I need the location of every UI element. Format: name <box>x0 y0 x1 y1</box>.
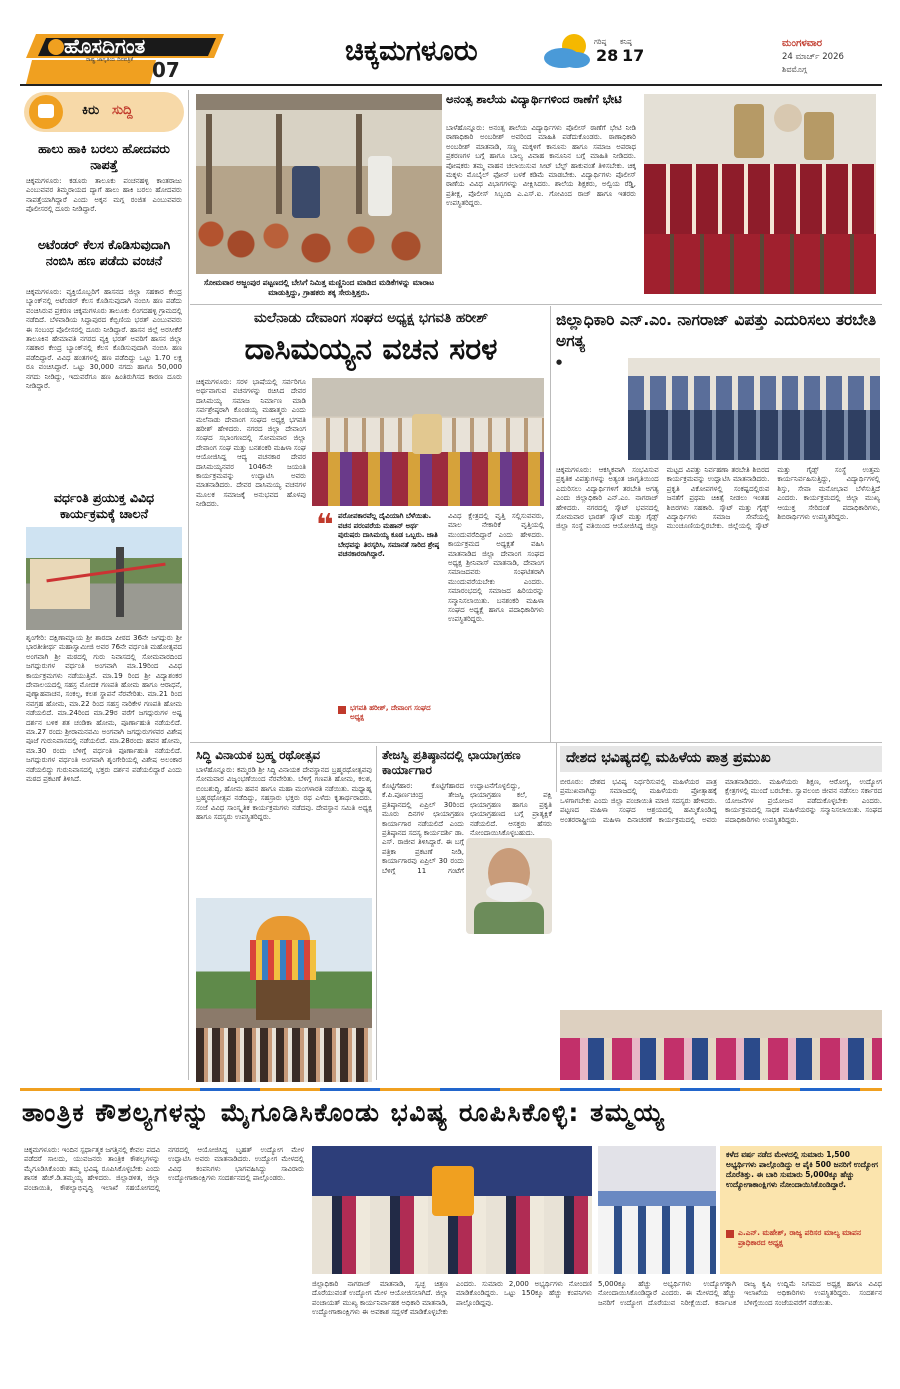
bullet-icon <box>338 706 346 714</box>
story1-title: ಹಾಲು ಹಾಕಿ ಬರಲು ಹೋದವರು ನಾಪತ್ತೆ <box>38 141 170 172</box>
issue-date: 24 ಮಾರ್ಚ್ 2026 <box>782 52 844 62</box>
pots-caption: ಸೋಮವಾರ ಅಜ್ಜಂಪುರ ಪಟ್ಟಣದಲ್ಲಿ ಬೇಸಿಗೆ ನಿಮಿತ್ತ ಮಣ್ಣಿನಿಂದ ಮಾಡಿದ ಮಡಿಕೆಗಳನ್ನು ಮಾರಾಟ ಮಾಡುತ್ತಿದ್ದು, ಗ್ರಾಹಕರು ತಕ್ಕ ಸೇರುತ್ತಿತ್ತರು. <box>203 278 435 297</box>
column-divider <box>376 746 377 1080</box>
school-title: ಅನಂತ್ಸ ಶಾಲೆಯ ವಿದ್ಯಾರ್ಥಿಗಳಿಂದ ಠಾಣೆಗೆ ಭೇಟಿ <box>446 92 622 106</box>
chariot-photo <box>196 898 372 1082</box>
women-event-photo <box>560 1010 882 1080</box>
women-title: ದೇಶದ ಭವಿಷ್ಯದಲ್ಲಿ ಮಹಿಳೆಯ ಪಾತ್ರ ಪ್ರಮುಖ <box>566 750 771 766</box>
brand-name: ಹೊಸದಿಗಂತ <box>64 34 146 58</box>
kiru-label: ಕಿರು <box>82 103 100 118</box>
rajeeva-portrait <box>466 838 552 934</box>
school-police-photo <box>644 94 876 294</box>
pots-photo <box>196 94 442 274</box>
ratha-body: ಬಾಳೆಹೊನ್ನೂರು: ಕಮ್ಮರಡಿ ಶ್ರೀ ಸಿದ್ಧಿ ವಿನಾಯಕ ದೇವಸ್ಥಾನದ ಬ್ರಹ್ಮರಥೋತ್ಸವವು ಸೋಮವಾರ ವಿಜೃಂಭಣೆಯಿಂದ ನೆರವೇರಿತು. ಬೆಳಿಗ್ಗೆ ಗಣಪತಿ ಹೋಮ, ಕಲಶ, ಬಿಂಬಶುದ್ಧಿ, ಹೋಮ ಹವನ ಹಾಗೂ ಮಹಾ ಮಂಗಳಾರತಿ ನಡೆಯಿತು. ಮಧ್ಯಾಹ್ನ ಬ್ರಹ್ಮರಥೋತ್ಸವ ನಡೆದಿದ್ದು, ಸಹಸ್ರಾರು ಭಕ್ತರು ರಥ ಎಳೆದು ಕೃತಾರ್ಥರಾದರು. ಸಂಜೆ ವಿವಿಧ ಸಾಂಸ್ಕೃತಿಕ ಕಾರ್ಯಕ್ರಮಗಳು ನಡೆದವು. ದೇವಸ್ಥಾನ ಸಮಿತಿ ಅಧ್ಯಕ್ಷ ಹಾಗೂ ಸದಸ್ಯರು ಉಪಸ್ಥಿತರಿದ್ದರು. <box>196 766 372 822</box>
tejasvi-title: ತೇಜಸ್ವಿ ಪ್ರತಿಷ್ಠಾನದಲ್ಲಿ ಛಾಯಾಗ್ರಹಣ ಕಾರ್ಯಾಗಾರ <box>382 748 521 777</box>
page-number: 07 <box>152 58 180 82</box>
collector-body-lead: ● <box>556 358 563 366</box>
collector-body-intro <box>556 358 626 458</box>
dasimayya-kicker: ಮಲೆನಾಡು ದೇವಾಂಗ ಸಂಘದ ಅಧ್ಯಕ್ಷ ಭಗವತಿ ಹರೀಶ್ <box>254 310 488 326</box>
weekday: ಮಂಗಳವಾರ <box>782 38 823 49</box>
bottom-body2: ಜಿಲ್ಲಾಧಿಕಾರಿ ನಾಗರಾಜ್ ಮಾತನಾಡಿ, ಸ್ವಚ್ಛ ಚಿತ್ರಣ ದೊರೆಯುವಂತೆ ಉದ್ಯೋಗ ಮೇಳ ಆಯೋಜಿಸಲಾಗಿದೆ. ಜಿಲ್ಲಾ ಪಂಚಾಯತ್ ಮುಖ್ಯ ಕಾರ್ಯನಿರ್ವಾಹಕ ಅಧಿಕಾರಿ ಮಾತನಾಡಿ, ಉದ್ಯೋಗಾಕಾಂಕ್ಷಿಗಳು ಈ ಅವಕಾಶ ಸದ್ಬಳಕೆ ಮಾಡಿಕೊಳ್ಳಬೇಕು ಎಂದರು. ಸುಮಾರು 2,000 ಅಭ್ಯರ್ಥಿಗಳು ನೋಂದಣಿ ಮಾಡಿಕೊಂಡಿದ್ದರು. ಒಟ್ಟು 150ಕ್ಕೂ ಹೆಚ್ಚು ಕಂಪನಿಗಳು ಪಾಲ್ಗೊಂಡಿದ್ದವು. <box>312 1280 592 1317</box>
story2-body: ಚಿಕ್ಕಮಗಳೂರು: ವ್ಯಕ್ತಿಯೊಬ್ಬರಿಗೆ ಹಾಸನದ ಜಿಲ್ಲಾ ಸಹಕಾರ ಕೇಂದ್ರ ಬ್ಯಾಂಕ್‌ನಲ್ಲಿ ಅಟೆಂಡರ್ ಕೆಲಸ ಕೊಡಿಸುವುದಾಗಿ ನಂಬಿಸಿ ಹಣ ಪಡೆದು ವಂಚಿಸಿರುವ ಪ್ರಕರಣ ಚಿಕ್ಕಮಗಳೂರು ತಾಲೂಕು ಲಿಂಗದಹಳ್ಳಿ ಗ್ರಾಮದಲ್ಲಿ ನಡೆದಿದೆ. ಬೆಳವಾಡಿಯ ಸಿದ್ಧಾಪುರದ ಕೆಬ್ಬಿಣಿಯ ಭರತ್ ಎಂಬುವವರು ಈ ಸಂಬಂಧ ಪೊಲೀಸರಲ್ಲಿ ದೂರು ನೀಡಿದ್ದಾರೆ. ಹಾಸನ ಜಿಲ್ಲೆ ಅರಸೀಕೆರೆ ತಾಲೂಕಿನ ಹೇಮಾವತಿ ನಗರದ ವ್ಯಕ್ತಿ ಭರತ್ ಅವರಿಗೆ ಹಾಸನ ಜಿಲ್ಲಾ ಸಹಕಾರ ಕೇಂದ್ರ ಬ್ಯಾಂಕ್‌ನಲ್ಲಿ ಕೆಲಸ ಕೊಡಿಸುವುದಾಗಿ ನಂಬಿಸಿ ಹಣ ಪಡೆದಿದ್ದಾರೆ. ವಿವಿಧ ಹಂತಗಳಲ್ಲಿ ಹಣ ಪಡೆದಿದ್ದು ಒಟ್ಟು 1.70 ಲಕ್ಷ ರೂ ವಂಚಿಸಿದ್ದಾರೆ. ಒಟ್ಟು 30,000 ನಗದು ಹಾಗೂ 50,000 ನಗದು ನೀಡಿದ್ದು, ಇದುವರೆಗೂ ಹಣ ಹಿಂತಿರುಗಿಸದ ಕಾರಣ ದೂರು ನೀಡಿದ್ದಾರೆ. <box>26 288 182 391</box>
dasimayya-group-photo <box>312 378 544 506</box>
dasimayya-quote: ಪರೋಪಕಾರವೆಲ್ಲ ದೈವಿಯಾಗಿ ಬೆಳೆಯಿತು. ವಚನ ಪರಂಪರೆಯ ಮಹಾನ್ ಅರ್ಥ ಪುರುಷರು ದಾಸಿಮಯ್ಯ ಕೂಡ ಒಬ್ಬರು. ಜಾತಿ ಬೇಧವನ್ನು ತಿರಸ್ಕರಿಸಿ, ಸಮಾನತೆ ಸಾರಿದ ಶ್ರೇಷ್ಠ ವಚನಕಾರರಾಗಿದ್ದಾರೆ. <box>338 512 440 559</box>
story1-body: ಚಿಕ್ಕಮಗಳೂರು: ಕಡೂರು ತಾಲೂಕು ಪಂಚನಹಳ್ಳಿ ಕಾಂತರಾಜು ಎಂಬುವವರ ತಿಮ್ಮರಾಯದ ದ್ಯಾಗೆ ಹಾಲು ಹಾಕಿ ಬರಲು ಹೋದವರು ನಾಪತ್ತೆಯಾಗಿದ್ದಾರೆ ಎಂದು ಅಕ್ಕನ ಮಗ್ಗ ರಂಜಿತ ಎಂಬುವವರು ಪೊಲೀಸರಲ್ಲಿ ದೂರು ನೀಡಿದ್ದಾರೆ. <box>26 177 182 214</box>
max-temp: 28 <box>596 46 619 65</box>
header-rule <box>20 84 882 86</box>
suddi-label: ಸುದ್ದಿ <box>112 103 133 118</box>
min-temp: 17 <box>622 46 645 65</box>
hand-pointing-icon <box>28 94 64 130</box>
bottom-band-rule <box>20 1088 882 1091</box>
min-temp-label: ಕನಿಷ್ಠ <box>620 38 632 46</box>
tejasvi-body: ಕೊಟ್ಟಿಗೆಹಾರ: ಕೊಟ್ಟಿಗೆಹಾರದ ಕೆ.ಪಿ.ಪೂರ್ಣಚಂದ್ರ ತೇಜಸ್ವಿ ಪ್ರತಿಷ್ಠಾನದಲ್ಲಿ ಏಪ್ರಿಲ್ 30ರಿಂದ ಮೂರು ದಿನಗಳ ಛಾಯಾಗ್ರಹಣ ಕಾರ್ಯಾಗಾರ ನಡೆಯಲಿದೆ ಎಂದು ಪ್ರತಿಷ್ಠಾನದ ಸದಸ್ಯ ಕಾರ್ಯದರ್ಶಿ ಡಾ. ಎಸ್. ರಾಜೀವ ತಿಳಿಸಿದ್ದಾರೆ. ಈ ಬಗ್ಗೆ ಪತ್ರಿಕಾ ಪ್ರಕಟಣೆ ನೀಡಿ, ಕಾರ್ಯಾಗಾರವು ಏಪ್ರಿಲ್ 30 ರಂದು ಬೆಳಿಗ್ಗೆ 11 ಗಂಟೆಗೆ ಉದ್ಘಾಟನೆಗೊಳ್ಳಲಿದ್ದು, ಛಾಯಾಗ್ರಹಣ ಕಲೆ, ಪಕ್ಷಿ ಛಾಯಾಗ್ರಹಣ ಹಾಗೂ ಪ್ರಕೃತಿ ಛಾಯಾಗ್ರಹಣದ ಬಗ್ಗೆ ಪ್ರಾತ್ಯಕ್ಷಿಕೆ ನಡೆಯಲಿದೆ. ಆಸಕ್ತರು ಹೆಸರು ನೋಂದಾಯಿಸಿಕೊಳ್ಳಬಹುದು. <box>382 782 552 875</box>
school-body: ಬಾಳೆಹೊನ್ನೂರು: ಅನಂತ್ಸ ಶಾಲೆಯ ವಿದ್ಯಾರ್ಥಿಗಳು ಪೊಲೀಸ್ ಠಾಣೆಗೆ ಭೇಟಿ ನೀಡಿ ಠಾಣಾಧಿಕಾರಿ ಅಂಬರೀಶ್ ಅವರಿಂದ ಮಾಹಿತಿ ಪಡೆದುಕೊಂಡರು. ಠಾಣಾಧಿಕಾರಿ ಅಂಬರೀಶ್ ಮಾತನಾಡಿ, ಸಣ್ಣ ಮಕ್ಕಳಿಗೆ ಕಾನೂನು ಹಾಗೂ ಸಮಾಜ ಅಪರಾಧ ಪ್ರಕರಣಗಳ ಬಗ್ಗೆ ಹಾಗೂ ಬಾಲ್ಯ ವಿವಾಹ ಕಾನೂನಿನ ಬಗ್ಗೆ ಮಾಹಿತಿ ನೀಡಿದರು. ಪೋಷಕರು ತಮ್ಮ ವಾಹನ ಚಲಾಯಿಸುವ ಸೀಟ್ ಬೆಲ್ಟ್ ಹಾಕುವಂತೆ ತಿಳಿಸಬೇಕು. ಚಿಕ್ಕ ಮಕ್ಕಳು ಮೊಬೈಲ್ ಫೋನ್ ಬಳಕೆ ಕಡಿಮೆ ಮಾಡಬೇಕು. ವಿದ್ಯಾರ್ಥಿಗಳು ಪೊಲೀಸ್ ಠಾಣೆಯ ವಿವಿಧ ವಿಭಾಗಗಳನ್ನು ವೀಕ್ಷಿಸಿದರು. ಶಾಲೆಯ ಶಿಕ್ಷಕರು, ಅಲ್ವಿಯ ರೆಡ್ಡಿ, ಪ್ರತೀಕ್ಷ, ಪೊಲೀಸ್ ಸಿಬ್ಬಂದಿ ಎ.ಎಸ್.ಐ. ಗೋವಿಂದ ರಾಜ್ ಹಾಗೂ ಇತರರು ಉಪಸ್ಥಿತರಿದ್ದರು. <box>446 124 636 208</box>
ratha-title: ಸಿದ್ಧಿ ವಿನಾಯಕ ಬ್ರಹ್ಮ ರಥೋತ್ಸವ <box>196 748 321 762</box>
bottom-body1: ಚಿಕ್ಕಮಗಳೂರು: ಇಂದಿನ ಸ್ಪರ್ಧಾತ್ಮಕ ಜಗತ್ತಿನಲ್ಲಿ ಕೇವಲ ಪದವಿ ಪಡೆದರೆ ಸಾಲದು, ಯುವಜನರು ತಾಂತ್ರಿಕ ಕೌಶಲ್ಯಗಳನ್ನು ಮೈಗೂಡಿಸಿಕೊಂಡು ತಮ್ಮ ಭವಿಷ್ಯ ರೂಪಿಸಿಕೊಳ್ಳಬೇಕು ಎಂದು ಶಾಸಕ ಹೆಚ್.ಡಿ.ತಮ್ಮಯ್ಯ ಹೇಳಿದರು. ಜಿಲ್ಲಾಡಳಿತ, ಜಿಲ್ಲಾ ಪಂಚಾಯಿತಿ, ಕೌಶಲ್ಯಾಭಿವೃದ್ಧಿ ಇಲಾಖೆ ಸಹಯೋಗದಲ್ಲಿ ನಗರದಲ್ಲಿ ಆಯೋಜಿಸಿದ್ದ ಬೃಹತ್ ಉದ್ಯೋಗ ಮೇಳ ಉದ್ಘಾಟಿಸಿ ಅವರು ಮಾತನಾಡಿದರು. ಉದ್ಯೋಗ ಮೇಳದಲ್ಲಿ ವಿವಿಧ ಕಂಪನಿಗಳು ಭಾಗವಹಿಸಿದ್ದು ಸಾವಿರಾರು ಉದ್ಯೋಗಾಕಾಂಕ್ಷಿಗಳು ಸಂದರ್ಶನದಲ್ಲಿ ಪಾಲ್ಗೊಂಡರು. <box>24 1146 304 1192</box>
bullet-icon <box>726 1230 734 1238</box>
job-fair-photo <box>312 1146 592 1274</box>
matha-gate-photo <box>26 527 182 630</box>
women-body: ಬೀರೂರು: ದೇಶದ ಭವಿಷ್ಯ ನಿರ್ಧರಿಸುವಲ್ಲಿ ಮಹಿಳೆಯರ ಪಾತ್ರ ಪ್ರಮುಖವಾಗಿದ್ದು ಸಮಾಜದಲ್ಲಿ ಮಹಿಳೆಯರು ಪ್ರೋತ್ಸಾಹಕ್ಕೆ ಒಳಗಾಗಬೇಕು ಎಂದು ಜಿಲ್ಲಾ ಪಂಚಾಯಿತಿ ಮಾಜಿ ಸದಸ್ಯರು ಹೇಳಿದರು. ಪಟ್ಟಣದ ಮಹಿಳಾ ಸಂಘದ ಆಶ್ರಯದಲ್ಲಿ ಹಮ್ಮಿಕೊಂಡಿದ್ದ ಅಂತರರಾಷ್ಟ್ರೀಯ ಮಹಿಳಾ ದಿನಾಚರಣೆ ಕಾರ್ಯಕ್ರಮದಲ್ಲಿ ಅವರು ಮಾತನಾಡಿದರು. ಮಹಿಳೆಯರು ಶಿಕ್ಷಣ, ಆರೋಗ್ಯ, ಉದ್ಯೋಗ ಕ್ಷೇತ್ರಗಳಲ್ಲಿ ಮುಂದೆ ಬರಬೇಕು. ಸ್ವಾವಲಂಬಿ ಜೀವನ ನಡೆಸಲು ಸರ್ಕಾರದ ಯೋಜನೆಗಳ ಪ್ರಯೋಜನ ಪಡೆದುಕೊಳ್ಳಬೇಕು ಎಂದರು. ಕಾರ್ಯಕ್ರಮದಲ್ಲಿ ಸಾಧಕ ಮಹಿಳೆಯರನ್ನು ಸನ್ಮಾನಿಸಲಾಯಿತು. ಸಂಘದ ಪದಾಧಿಕಾರಿಗಳು ಉಪಸ್ಥಿತರಿದ್ದರು. <box>560 778 882 824</box>
story2-title: ಅಟೆಂಡರ್ ಕೆಲಸ ಕೊಡಿಸುವುದಾಗಿ ನಂಬಿಸಿ ಹಣ ಪಡೆದು ವಂಚನೆ <box>37 237 171 268</box>
dasimayya-quote-author: ಭಗವತಿ ಹರೀಶ್, ದೇವಾಂಗ ಸಂಘದ ಅಧ್ಯಕ್ಷ <box>350 704 431 722</box>
column-divider <box>556 742 557 792</box>
column-divider <box>550 306 551 742</box>
collector-headline: ಜಿಲ್ಲಾಧಿಕಾರಿ ಎನ್.ಎಂ. ನಾಗರಾಜ್ ವಿಪತ್ತು ಎದುರಿಸಲು ತರಬೇತಿ ಅಗತ್ಯ <box>556 311 877 350</box>
quote-mark-icon: ❝ <box>316 508 334 543</box>
section-title: ಚಿಕ್ಕಮಗಳೂರು <box>345 34 478 67</box>
bottom-body3: 5,000ಕ್ಕೂ ಹೆಚ್ಚು ಅಭ್ಯರ್ಥಿಗಳು ಉದ್ಯೋಗಕ್ಕಾಗಿ ನೋಂದಾಯಿಸಿಕೊಂಡಿದ್ದಾರೆ ಎಂದರು. ಈ ಮೇಳದಲ್ಲಿ ಹೆಚ್ಚು ಜನರಿಗೆ ಉದ್ಯೋಗ ದೊರೆಯುವ ನಿರೀಕ್ಷೆಯಿದೆ. ಕರ್ನಾಟಕ ರಾಜ್ಯ ಕೃಷಿ ಉದ್ದಿಮೆ ನಿಗಮದ ಅಧ್ಯಕ್ಷ ಹಾಗೂ ವಿವಿಧ ಇಲಾಖೆಯ ಅಧಿಕಾರಿಗಳು ಉಪಸ್ಥಿತರಿದ್ದರು. ಸಂದರ್ಶನ ಬೆಳಿಗ್ಗೆಯಿಂದ ಸಂಜೆಯವರೆಗೆ ನಡೆಯಿತು. <box>598 1280 882 1307</box>
weather-cloud-icon <box>540 28 594 72</box>
brand-tagline: ರಾಷ್ಟ್ರ ಜಾಗೃತಿಯ ದಿನಪತ್ರಿಕೆ <box>86 57 134 63</box>
dasimayya-body2: ವಿವಿಧ ಕ್ಷೇತ್ರದಲ್ಲಿ ವೃತ್ತಿ ಸಲ್ಲಿಸುವವರು, ಮಾಲ ನೇಕಾರಿಕೆ ವೃತ್ತಿಯಲ್ಲಿ ಮುಂದುವರೆದಿದ್ದಾರೆ ಎಂದು ಹೇಳಿದರು. ಕಾರ್ಯಕ್ರಮದ ಅಧ್ಯಕ್ಷತೆ ವಹಿಸಿ ಮಾತನಾಡಿದ ಜಿಲ್ಲಾ ದೇವಾಂಗ ಸಂಘದ ಅಧ್ಯಕ್ಷ ಶ್ರೀನಿವಾಸ್ ಮಾತನಾಡಿ, ದೇವಾಂಗ ಸಮಾಜದವರು ಸಂಘಟಿತರಾಗಿ ಮುಂದುವರೆಯಬೇಕು ಎಂದರು. ಸಮಾರಂಭದಲ್ಲಿ ಸಮಾಜದ ಹಿರಿಯರನ್ನು ಸನ್ಮಾನಿಸಲಾಯಿತು. ಬನಶಂಕರಿ ಮಹಿಳಾ ಸಂಘದ ಅಧ್ಯಕ್ಷೆ ಹಾಗೂ ಪದಾಧಿಕಾರಿಗಳು ಉಪಸ್ಥಿತರಿದ್ದರು. <box>448 512 544 624</box>
story3-title: ವರ್ಧಂತಿ ಪ್ರಯುಕ್ತ ವಿವಿಧ ಕಾರ್ಯಕ್ರಮಕ್ಕೆ ಚಾಲನೆ <box>53 490 155 521</box>
bottom-headline: ತಾಂತ್ರಿಕ ಕೌಶಲ್ಯಗಳನ್ನು ಮೈಗೂಡಿಸಿಕೊಂಡು ಭವಿಷ್ಯ ರೂಪಿಸಿಕೊಳ್ಳಿ: ತಮ್ಮಯ್ಯ <box>22 1098 666 1127</box>
section-rule-2 <box>190 742 882 743</box>
dasimayya-body1: ಚಿಕ್ಕಮಗಳೂರು: ಸರಳ ಭಾಷೆಯಲ್ಲಿ ಸರ್ವರಿಗೂ ಅರ್ಥವಾಗುವ ವಚನಗಳನ್ನು ರಚಿಸಿದ ದೇವರ ದಾಸಿಮಯ್ಯ ಸಮಾಜ ನಿರ್ಮಾಣ ಮಾಡಿ ಸರ್ವಶ್ರೇಷ್ಠರಾಗಿ ಕೊಂಡಯ್ಯ ಮಹಾತ್ಮರು ಎಂದು ಮಲೆನಾಡು ದೇವಾಂಗ ಸಂಘದ ಅಧ್ಯಕ್ಷ ಭಗವತಿ ಹರೀಶ್ ಹೇಳಿದರು. ನಗರದ ಜಿಲ್ಲಾ ದೇವಾಂಗ ಸಂಘದ ಸಭಾಂಗಣದಲ್ಲಿ ಸೋಮವಾರ ಜಿಲ್ಲಾ ದೇವಾಂಗ ಸಂಘ ಮತ್ತು ಬನಶಂಕರಿ ಮಹಿಳಾ ಸಂಘ ಆಯೋಜಿಸಿದ್ದ ಆದ್ಯ ವಚನಕಾರ ದೇವರ ದಾಸಿಮಯ್ಯನವರ 1046ನೇ ಜಯಂತಿ ಕಾರ್ಯಕ್ರಮವನ್ನು ಉದ್ಘಾಟಿಸಿ ಅವರು ಮಾತನಾಡಿದರು. ದೇವರ ದಾಸಿಮಯ್ಯ ವಚನಗಳ ಮೂಲಕ ಸಮಾಜಕ್ಕೆ ಅನುಭವದ ಹೊಳಪು ನೀಡಿದರು. <box>196 378 306 509</box>
scouts-photo <box>628 358 880 460</box>
highlight-text: ಕಳೆದ ವರ್ಷ ನಡೆದ ಮೇಳದಲ್ಲಿ ಸುಮಾರು 1,500 ಅಭ್ಯರ್ಥಿಗಳು ಪಾಲ್ಗೊಂಡಿದ್ದು ಆ ಪೈಕಿ 500 ಜನರಿಗೆ ಉದ್ಯೋಗ ದೊರೆತಿತ್ತು. ಈ ಬಾರಿ ಸುಮಾರು 5,000ಕ್ಕೂ ಹೆಚ್ಚು ಉದ್ಯೋಗಾಕಾಂಕ್ಷಿಗಳು ನೋಂದಾಯಿಸಿಕೊಂಡಿದ್ದಾರೆ. <box>726 1150 878 1189</box>
column-divider <box>188 90 189 1080</box>
registration-photo <box>598 1146 716 1274</box>
edition-city: ಶಿವಮೊಗ್ಗ <box>782 65 807 74</box>
collector-body: ಚಿಕ್ಕಮಗಳೂರು: ಆಕಸ್ಮಿಕವಾಗಿ ಸಂಭವಿಸುವ ಪ್ರಕೃತಿಕ ವಿಪತ್ತುಗಳನ್ನು ಅತ್ಯಂತ ಜಾಗೃತಿಯಿಂದ ಎದುರಿಸಲು ವಿದ್ಯಾರ್ಥಿಗಳಿಗೆ ತರಬೇತಿ ಅಗತ್ಯ ಎಂದು ಜಿಲ್ಲಾಧಿಕಾರಿ ಎನ್.ಎಂ. ನಾಗರಾಜ್ ಹೇಳಿದರು. ನಗರದಲ್ಲಿ ಸ್ಕೌಟ್ ಭವನದಲ್ಲಿ ಸೋಮವಾರ ಭಾರತ್ ಸ್ಕೌಟ್ ಮತ್ತು ಗೈಡ್ಸ್ ಜಿಲ್ಲಾ ಸಂಸ್ಥೆ ವತಿಯಿಂದ ಆಯೋಜಿಸಿದ್ದ ಜಿಲ್ಲಾ ಮಟ್ಟದ ವಿಪತ್ತು ನಿರ್ವಹಣಾ ತರಬೇತಿ ಶಿಬಿರದ ಕಾರ್ಯಕ್ರಮವನ್ನು ಉದ್ಘಾಟಿಸಿ ಮಾತನಾಡಿದರು. ಪ್ರಕೃತಿ ವಿಕೋಪಗಳಲ್ಲಿ ಸಂಕಷ್ಟದಲ್ಲಿರುವ ಜನತೆಗೆ ಪ್ರಥಮ ಚಿಕಿತ್ಸೆ ನೀಡಲು ಇಂತಹ ಶಿಬಿರಗಳು ಸಹಕಾರಿ. ಸ್ಕೌಟ್ ಮತ್ತು ಗೈಡ್ಸ್ ವಿದ್ಯಾರ್ಥಿಗಳು ಸಮಾಜ ಸೇವೆಯಲ್ಲಿ ಮುಂಚೂಣಿಯಲ್ಲಿರಬೇಕು. ಜಿಲ್ಲೆಯಲ್ಲಿ ಸ್ಕೌಟ್ ಮತ್ತು ಗೈಡ್ಸ್ ಸಂಸ್ಥೆ ಉತ್ತಮ ಕಾರ್ಯನಿರ್ವಹಿಸುತ್ತಿದ್ದು, ವಿದ್ಯಾರ್ಥಿಗಳಲ್ಲಿ ಶಿಸ್ತು, ಸೇವಾ ಮನೋಭಾವ ಬೆಳೆಸುತ್ತಿದೆ ಎಂದರು. ಕಾರ್ಯಕ್ರಮದಲ್ಲಿ ಜಿಲ್ಲಾ ಮುಖ್ಯ ಆಯುಕ್ತ ಸೇರಿದಂತೆ ಪದಾಧಿಕಾರಿಗಳು, ಶಿಬಿರಾರ್ಥಿಗಳು ಉಪಸ್ಥಿತರಿದ್ದರು. <box>556 466 880 531</box>
story3-body: ಶೃಂಗೇರಿ: ದಕ್ಷಿಣಾಮ್ನಾಯ ಶ್ರೀ ಶಾರದಾ ಪೀಠದ 36ನೇ ಜಗದ್ಗುರು ಶ್ರೀ ಭಾರತೀತೀರ್ಥ ಮಹಾಸ್ವಾಮೀಜಿ ಅವರ 76ನೇ ವರ್ಧಂತಿ ಮಹೋತ್ಸವದ ಅಂಗವಾಗಿ ಶ್ರೀ ಮಠದಲ್ಲಿ ಗುರು ನಿವಾಸದಲ್ಲಿ ಸೋಮವಾರದಿಂದ ಜಗದ್ಗುರುಗಳ ವರ್ಧಂತಿ ಅಂಗವಾಗಿ ಮಾ.19ರಿಂದ ವಿವಿಧ ಕಾರ್ಯಕ್ರಮಗಳು ನಡೆಯುತ್ತಿವೆ. ಮಾ.19 ರಿಂದ ಶ್ರೀ ವಿದ್ಯಾಶಂಕರ ದೇವಾಲಯದಲ್ಲಿ ಸಹಸ್ರ ಮೋದಕ ಗಣಪತಿ ಹೋಮ ಹಾಗೂ ಆರಾಧನೆ, ಪುಣ್ಯಾಹವಾಚನ, ಸಂಕಲ್ಪ, ಕಲಶ ಸ್ಥಾಪನೆ ನೆರವೇರಿತು. ಮಾ.21 ರಿಂದ ನವಗ್ರಹ ಹೋಮ, ಮಾ.22 ರಿಂದ ಸಹಸ್ರ ನಾರಿಕೇಳ ಗಣಪತಿ ಹೋಮ ನಡೆಯಲಿದೆ. ಮಾ.24ರಿಂದ ಮಾ.29ರ ವರೆಗೆ ಜಗದ್ಗುರುಗಳ ಅಷ್ಟ ದರ್ಶನ ಬಳಿಕ ಶತ ಚಂಡಿಕಾ ಹೋಮ, ಪೂರ್ಣಾಹುತಿ ನಡೆಯಲಿದೆ. ಮಾ.27 ರಂದು ಶ್ರೀರಾಮನವಮಿ ಅಂಗವಾಗಿ ಜಗದ್ಗುರುಗಳವರ ವಿಶೇಷ ಪೂಜೆ ಗುರುನಿವಾಸದಲ್ಲಿ ನಡೆಯಲಿದೆ. ಮಾ.28ರಂದು ಹವನ ಹೋಮ, ಮಾ.30 ರಂದು ಬೆಳಿಗ್ಗೆ ವರ್ಧಂತಿ ಪೂರ್ಣಾಹುತಿ ನಡೆಯಲಿದೆ. ಜಗದ್ಗುರುಗಳ ವರ್ಧಂತಿ ಅಂಗವಾಗಿ ಶೃಂಗೇರಿಯಲ್ಲಿ ವಿಶೇಷ ಅಲಂಕಾರ ನಡೆಯಲಿದ್ದು ಗುರುನಿವಾಸದಲ್ಲಿ ಭಕ್ತರು ದರ್ಶನ ಪಡೆಯಲಿದ್ದಾರೆ ಎಂದು ಮಠದ ಪ್ರಕಟಣೆ ತಿಳಿಸಿದೆ. <box>26 634 182 784</box>
section-rule-1 <box>190 304 882 305</box>
highlight-author: ಎ.ಎನ್. ಮಹೇಶ್, ರಾಜ್ಯ ಪರಿಸರ ಮಾಲ್ಯ ಮಾಪನ ಪ್ರಾಧಿಕಾರದ ಅಧ್ಯಕ್ಷ <box>738 1228 862 1247</box>
max-temp-label: ಗರಿಷ್ಠ <box>594 38 607 46</box>
dasimayya-headline: ದಾಸಿಮಯ್ಯನ ವಚನ ಸರಳ <box>244 332 498 367</box>
